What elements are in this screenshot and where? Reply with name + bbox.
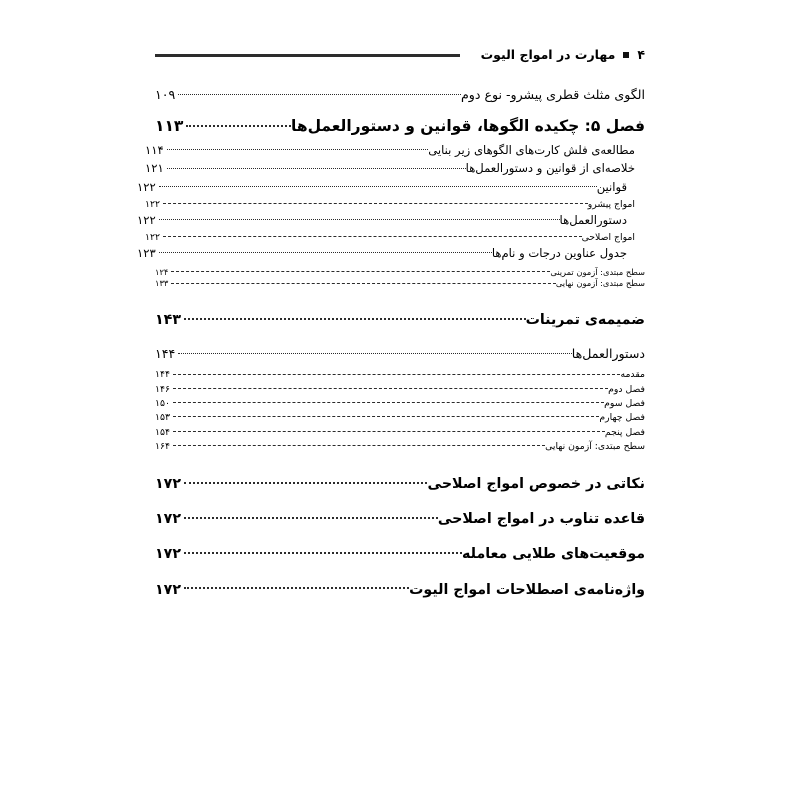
toc-leader-dots <box>171 267 550 275</box>
table-of-contents <box>137 86 645 615</box>
toc-entry[interactable] <box>137 212 645 227</box>
toc-entry[interactable] <box>155 345 645 361</box>
toc-entry-label: فصل ۵: چکیده الگوها، قوانین و دستورالعمل‌ها <box>291 117 645 136</box>
toc-entry-label: الگوی مثلث قطری پیشرو- نوع دوم <box>460 86 645 102</box>
toc-entry[interactable] <box>155 116 645 136</box>
toc-entry-page-number: ۱۱۴ <box>145 142 164 157</box>
book-title: مهارت در امواج الیوت <box>480 46 616 62</box>
toc-entry-page-number: ۱۵۴ <box>155 426 170 438</box>
toc-entry-label: قوانین <box>596 179 627 194</box>
toc-entry-label: فصل دوم <box>608 383 645 395</box>
toc-leader-dots <box>171 278 555 286</box>
toc-entry[interactable] <box>137 179 645 194</box>
toc-entry-label: امواج اصلاحی <box>581 232 635 244</box>
toc-leader-dots <box>173 397 604 406</box>
toc-entry-page-number: ۱۴۶ <box>155 383 170 395</box>
toc-entry-label: امواج پیشرو <box>587 199 635 211</box>
toc-entry-label: سطح مبتدی: آزمون تمرینی <box>550 266 645 277</box>
toc-leader-dots <box>159 212 560 224</box>
toc-entry-label: دستورالعمل‌ها <box>559 212 627 227</box>
square-bullet-icon <box>623 52 629 58</box>
toc-entry-page-number: ۱۵۰ <box>155 397 170 409</box>
toc-entry-label: مقدمه <box>620 369 645 381</box>
toc-entry-page-number: ۱۷۲ <box>155 581 181 598</box>
toc-entry[interactable] <box>155 411 645 423</box>
toc-leader-dots <box>184 544 462 558</box>
toc-entry-label: ضمیمه‌ی تمرینات <box>525 312 645 329</box>
toc-leader-dots <box>184 509 438 523</box>
toc-entry[interactable] <box>155 278 645 288</box>
toc-leader-dots <box>163 231 582 240</box>
toc-entry[interactable] <box>155 474 645 492</box>
toc-entry-label: فصل چهارم <box>599 412 645 424</box>
toc-entry-page-number: ۱۲۴ <box>155 266 169 277</box>
header-rule-divider <box>155 54 460 57</box>
toc-leader-dots <box>186 116 291 132</box>
toc-entry[interactable] <box>155 86 645 102</box>
toc-leader-dots <box>173 411 599 420</box>
toc-entry-label: فصل سوم <box>604 397 645 409</box>
toc-entry[interactable] <box>155 368 645 380</box>
toc-entry-page-number: ۱۲۳ <box>137 245 156 260</box>
toc-entry[interactable] <box>155 544 645 562</box>
toc-entry-page-number: ۱۲۲ <box>137 179 156 194</box>
toc-leader-dots <box>184 474 427 488</box>
toc-leader-dots <box>173 440 545 449</box>
toc-leader-dots <box>184 579 409 593</box>
toc-entry-label: نکاتی در خصوص امواج اصلاحی <box>427 476 645 492</box>
toc-entry[interactable] <box>155 509 645 527</box>
toc-entry[interactable] <box>137 245 645 260</box>
toc-entry-page-number: ۱۲۲ <box>145 199 160 211</box>
toc-entry[interactable] <box>155 579 645 597</box>
toc-entry-page-number: ۱۴۳ <box>155 312 181 329</box>
toc-entry-page-number: ۱۲۲ <box>145 232 160 244</box>
toc-leader-dots <box>184 310 526 324</box>
toc-entry-label: واژه‌نامه‌ی اصطلاحات امواج الیوت <box>409 581 645 598</box>
toc-entry-page-number: ۱۲۱ <box>145 161 164 176</box>
toc-entry-page-number: ۱۴۴ <box>155 369 170 381</box>
toc-entry-label: قاعده تناوب در امواج اصلاحی <box>437 511 645 528</box>
toc-entry[interactable] <box>155 397 645 409</box>
toc-entry[interactable] <box>155 310 645 328</box>
toc-entry-label: خلاصه‌ای از قوانین و دستورالعمل‌ها <box>465 161 635 176</box>
toc-entry[interactable] <box>155 267 645 277</box>
toc-entry-label: سطح مبتدی: آزمون نهایی <box>555 278 645 289</box>
toc-entry[interactable] <box>145 161 645 176</box>
toc-entry-label: جدول عناوین درجات و نام‌ها <box>491 245 627 260</box>
toc-entry-page-number: ۱۳۳ <box>155 278 169 289</box>
toc-entry-page-number: ۱۷۲ <box>155 511 181 528</box>
toc-entry-page-number: ۱۵۳ <box>155 412 170 424</box>
toc-entry-label: موقعیت‌های طلایی معامله <box>462 546 645 563</box>
toc-leader-dots <box>159 245 492 257</box>
toc-entry[interactable] <box>155 440 645 452</box>
toc-entry-label: فصل پنجم <box>604 426 645 438</box>
toc-entry[interactable] <box>145 198 645 210</box>
toc-entry-page-number: ۱۴۴ <box>155 346 176 362</box>
toc-leader-dots <box>178 86 461 99</box>
toc-leader-dots <box>167 142 429 154</box>
toc-entry[interactable] <box>155 425 645 437</box>
toc-leader-dots <box>167 161 466 173</box>
toc-entry-page-number: ۱۱۳ <box>155 117 184 136</box>
toc-leader-dots <box>163 198 588 207</box>
toc-entry-label: سطح مبتدی: آزمون نهایی <box>545 440 645 452</box>
toc-entry-page-number: ۱۷۲ <box>155 476 181 492</box>
toc-entry-page-number: ۱۰۹ <box>155 86 176 102</box>
toc-entry-page-number: ۱۷۲ <box>155 546 181 563</box>
toc-leader-dots <box>159 179 597 191</box>
toc-leader-dots <box>173 382 608 391</box>
toc-entry-page-number: ۱۲۲ <box>137 212 156 227</box>
toc-entry-page-number: ۱۶۴ <box>155 440 170 452</box>
toc-entry[interactable] <box>145 142 645 157</box>
toc-entry-label: مطالعه‌ی فلش کارت‌های الگوهای زیر بنایی <box>428 142 635 157</box>
toc-leader-dots <box>178 345 571 358</box>
header-page-number: ۴ <box>637 46 645 62</box>
running-header <box>155 42 645 68</box>
toc-entry-label: دستورالعمل‌ها <box>571 346 645 362</box>
toc-entry[interactable] <box>145 231 645 243</box>
toc-leader-dots <box>173 368 620 377</box>
toc-leader-dots <box>173 425 605 434</box>
toc-entry[interactable] <box>155 382 645 394</box>
